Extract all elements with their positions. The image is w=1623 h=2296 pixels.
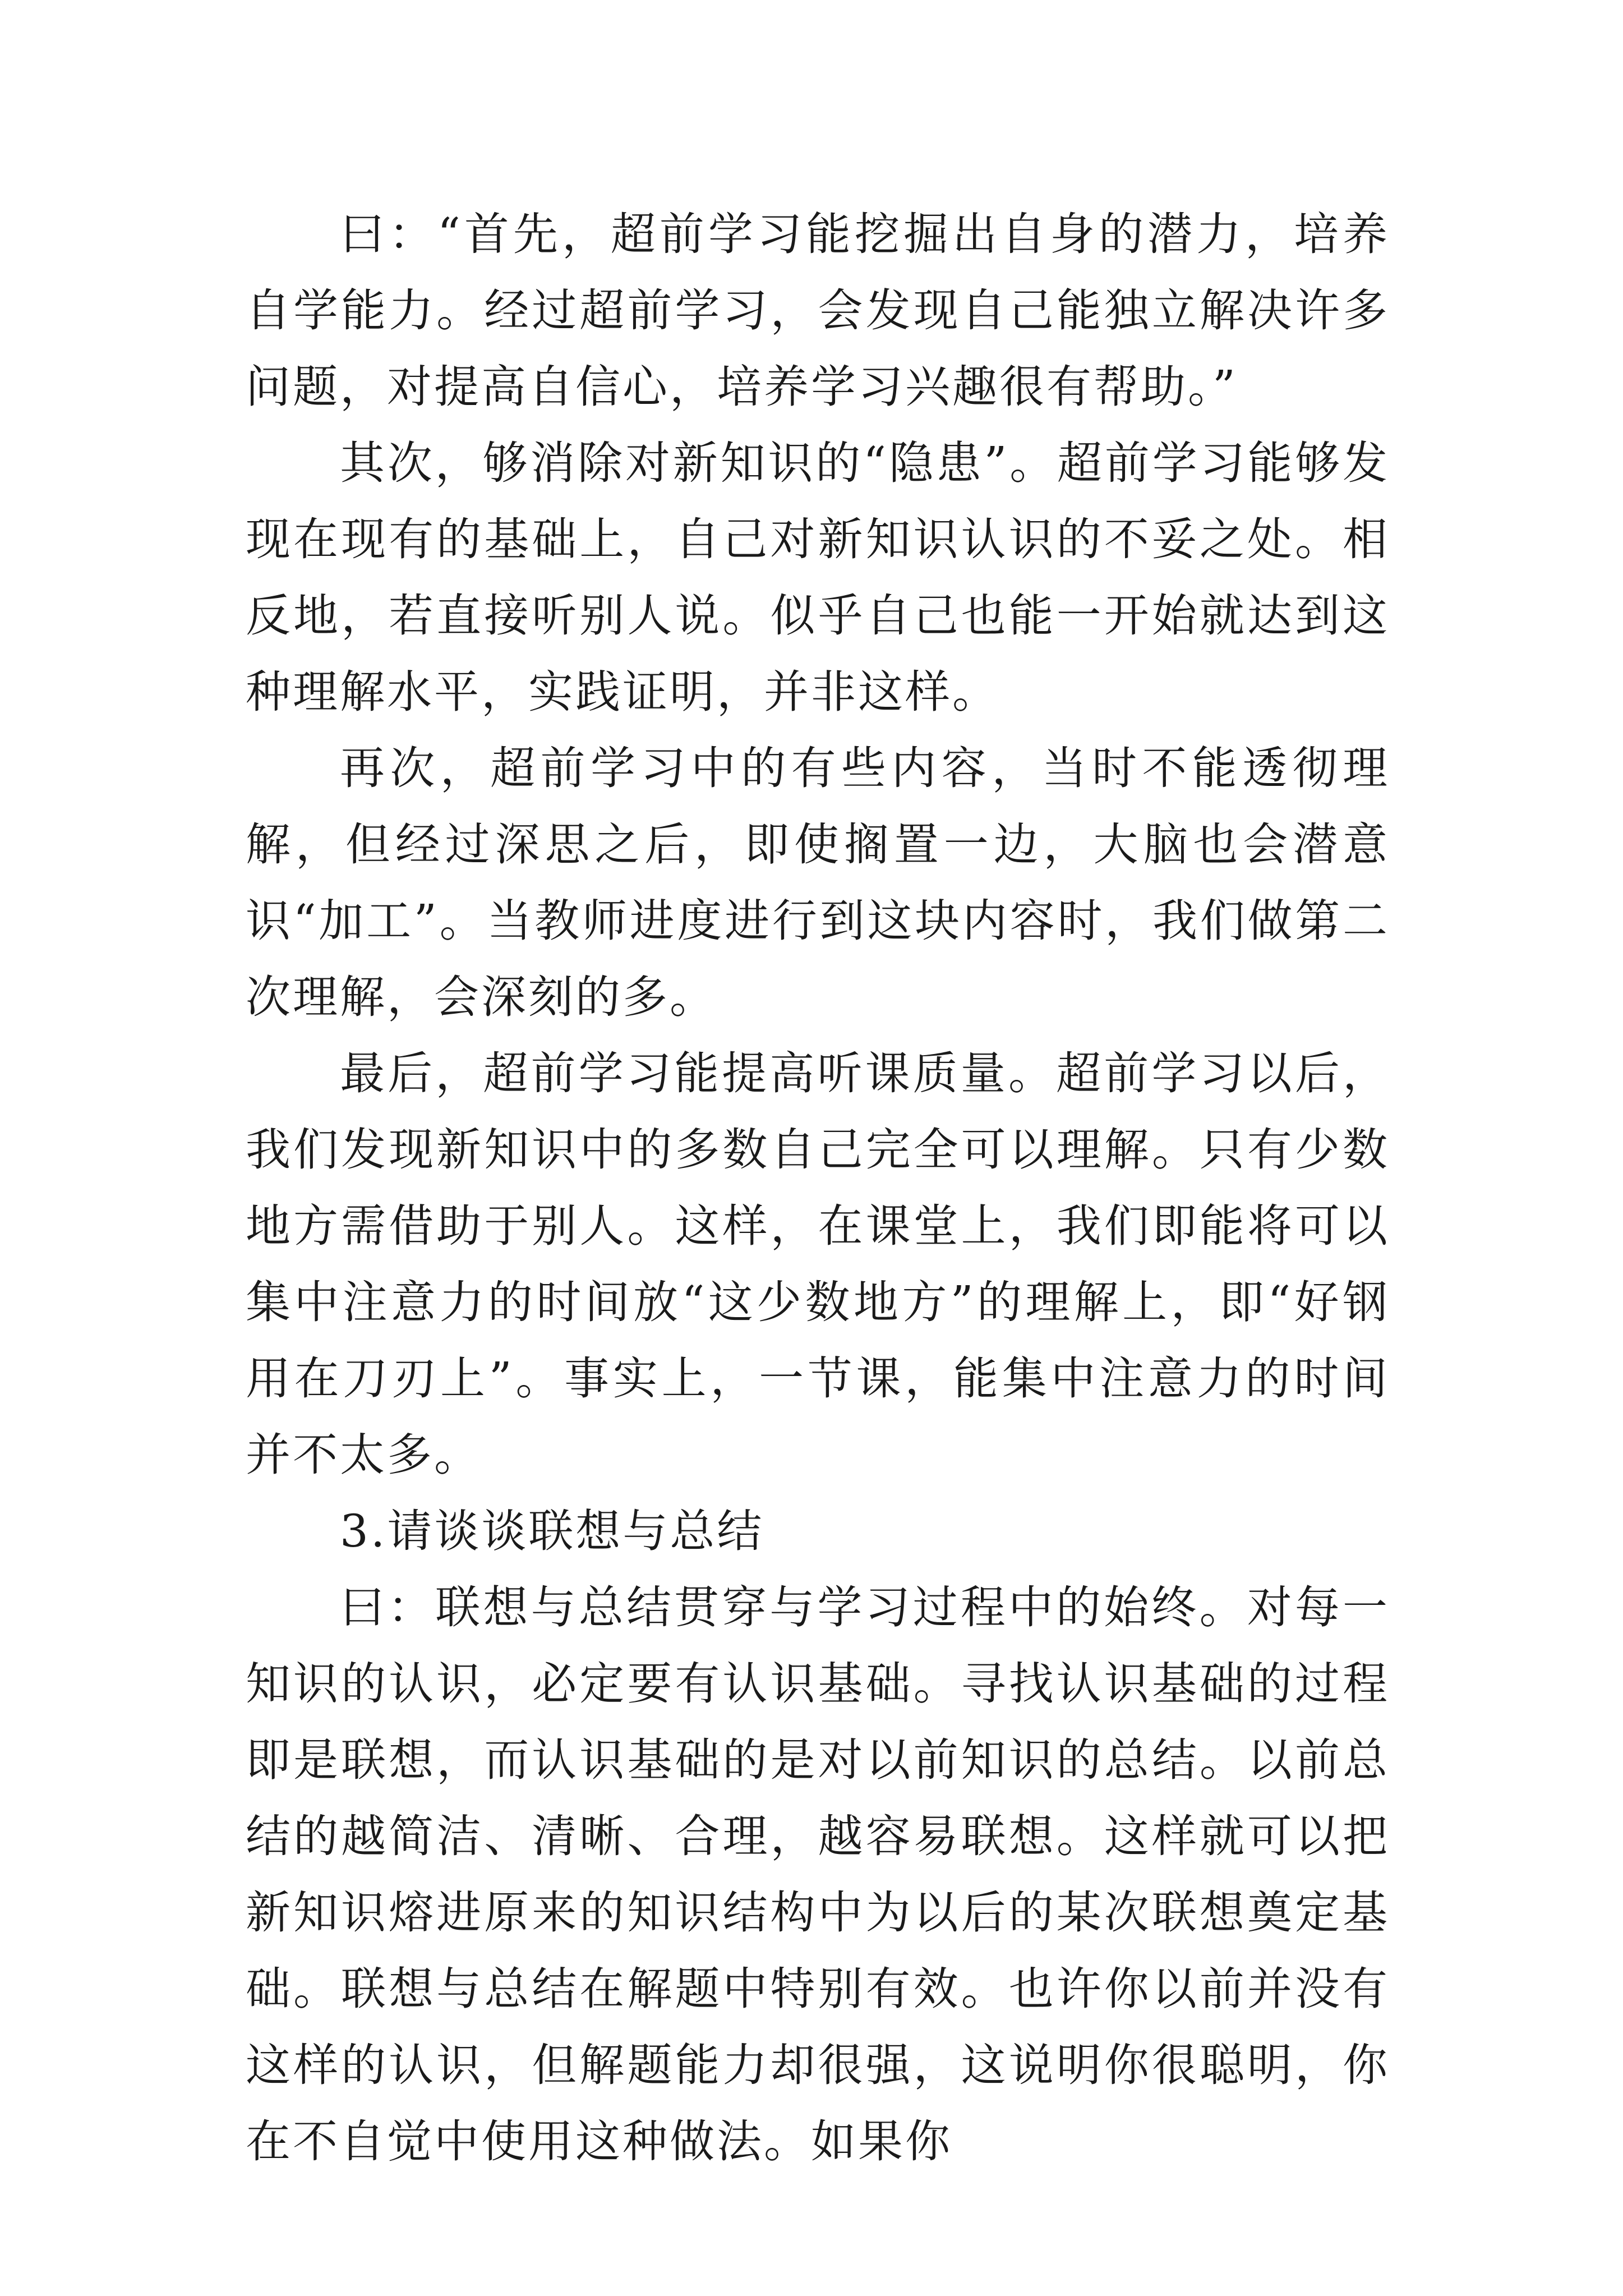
paragraph-advantage-3: 再次，超前学习中的有些内容，当时不能透彻理解，但经过深思之后，即使搁置一边，大脑也会潜意识“加工”。当教师进度进行到这块内容时，我们做第二次理解，会深刻的多。 [246,742,1390,1023]
section-heading: 3.请谈谈联想与总结 [340,1505,764,1557]
document-body [246,196,1390,2180]
paragraph-advantage-1: 曰：“首先，超前学习能挖掘出自身的潜力，培养自学能力。经过超前学习，会发现自己能独立解决许多问题，对提高自信心，培养学习兴趣很有帮助。” [246,208,1390,413]
paragraph-advantage-4: 最后，超前学习能提高听课质量。超前学习以后，我们发现新知识中的多数自己完全可以理解。只有少数地方需借助于别人。这样，在课堂上，我们即能将可以集中注意力的时间放“这少数地方”的理解上，即“好钢用在刀刃上”。事实上，一节课，能集中注意力的时间并不太多。 [246,1047,1390,1481]
paragraph-association-summary: 曰：联想与总结贯穿与学习过程中的始终。对每一知识的认识，必定要有认识基础。寻找认识基础的过程即是联想，而认识基础的是对以前知识的总结。以前总结的越简洁、清晰、合理，越容易联想。这样就可以把新知识熔进原来的知识结构中为以后的某次联想奠定基础。联想与总结在解题中特别有效。也许你以前并没有这样的认识，但解题能力却很强，这说明你很聪明，你在不自觉中使用这种做法。如果你 [246,1581,1390,2168]
paragraph-advantage-2: 其次，够消除对新知识的“隐患”。超前学习能够发现在现有的基础上，自己对新知识认识的不妥之处。相反地，若直接听别人说。似乎自己也能一开始就达到这种理解水平，实践证明，并非这样。 [246,437,1390,718]
